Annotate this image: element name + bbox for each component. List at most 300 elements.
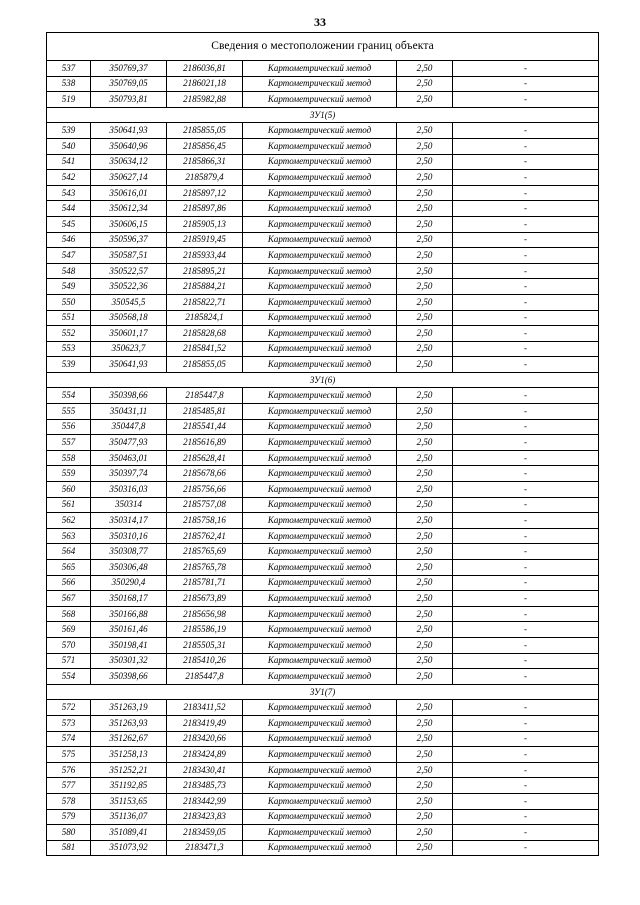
table-row: [47, 793, 599, 809]
description-cell: -: [453, 622, 599, 638]
point-number-cell: 550: [47, 294, 91, 310]
point-number-cell: 573: [47, 715, 91, 731]
y-coordinate-cell: 2185982,88: [167, 92, 243, 108]
y-coordinate-cell: 2185856,45: [167, 138, 243, 154]
point-number-cell: 567: [47, 591, 91, 607]
y-coordinate-cell: 2185897,86: [167, 201, 243, 217]
table-row: [47, 201, 599, 217]
description-cell: -: [453, 825, 599, 841]
table-row: [47, 294, 599, 310]
accuracy-cell: 2,50: [397, 450, 453, 466]
method-cell: Картометрический метод: [243, 201, 397, 217]
point-number-cell: 543: [47, 185, 91, 201]
method-cell: Картометрический метод: [243, 232, 397, 248]
x-coordinate-cell: 350397,74: [91, 466, 167, 482]
table-row: [47, 357, 599, 373]
description-cell: -: [453, 653, 599, 669]
x-coordinate-cell: 351136,07: [91, 809, 167, 825]
x-coordinate-cell: 350431,11: [91, 404, 167, 420]
y-coordinate-cell: 2185933,44: [167, 248, 243, 264]
point-number-cell: 576: [47, 762, 91, 778]
y-coordinate-cell: 2183411,52: [167, 700, 243, 716]
method-cell: Картометрический метод: [243, 669, 397, 685]
x-coordinate-cell: 351262,67: [91, 731, 167, 747]
point-number-cell: 519: [47, 92, 91, 108]
table-row: [47, 575, 599, 591]
table-row: [47, 528, 599, 544]
table-row: [47, 622, 599, 638]
point-number-cell: 555: [47, 404, 91, 420]
method-cell: Картометрический метод: [243, 715, 397, 731]
accuracy-cell: 2,50: [397, 154, 453, 170]
method-cell: Картометрический метод: [243, 123, 397, 139]
method-cell: Картометрический метод: [243, 809, 397, 825]
x-coordinate-cell: 350596,37: [91, 232, 167, 248]
section-header-row: [47, 107, 599, 123]
accuracy-cell: 2,50: [397, 622, 453, 638]
description-cell: -: [453, 591, 599, 607]
method-cell: Картометрический метод: [243, 185, 397, 201]
table-row: [47, 606, 599, 622]
method-cell: Картометрический метод: [243, 637, 397, 653]
method-cell: Картометрический метод: [243, 404, 397, 420]
table-row: [47, 497, 599, 513]
description-cell: -: [453, 248, 599, 264]
table-row: [47, 170, 599, 186]
description-cell: -: [453, 497, 599, 513]
table-row: [47, 419, 599, 435]
method-cell: Картометрический метод: [243, 606, 397, 622]
y-coordinate-cell: 2183471,3: [167, 840, 243, 856]
table-row: [47, 61, 599, 77]
method-cell: Картометрический метод: [243, 466, 397, 482]
accuracy-cell: 2,50: [397, 482, 453, 498]
point-number-cell: 548: [47, 263, 91, 279]
y-coordinate-cell: 2185673,89: [167, 591, 243, 607]
description-cell: -: [453, 637, 599, 653]
method-cell: Картометрический метод: [243, 450, 397, 466]
point-number-cell: 541: [47, 154, 91, 170]
y-coordinate-cell: 2185410,26: [167, 653, 243, 669]
method-cell: Картометрический метод: [243, 762, 397, 778]
table-row: [47, 762, 599, 778]
x-coordinate-cell: 350545,5: [91, 294, 167, 310]
method-cell: Картометрический метод: [243, 731, 397, 747]
point-number-cell: 557: [47, 435, 91, 451]
y-coordinate-cell: 2185758,16: [167, 513, 243, 529]
x-coordinate-cell: 350316,03: [91, 482, 167, 498]
table-row: [47, 310, 599, 326]
x-coordinate-cell: 350522,57: [91, 263, 167, 279]
accuracy-cell: 2,50: [397, 419, 453, 435]
accuracy-cell: 2,50: [397, 294, 453, 310]
x-coordinate-cell: 350463,01: [91, 450, 167, 466]
point-number-cell: 571: [47, 653, 91, 669]
method-cell: Картометрический метод: [243, 92, 397, 108]
x-coordinate-cell: 350310,16: [91, 528, 167, 544]
method-cell: Картометрический метод: [243, 700, 397, 716]
x-coordinate-cell: 350198,41: [91, 637, 167, 653]
description-cell: -: [453, 762, 599, 778]
point-number-cell: 568: [47, 606, 91, 622]
y-coordinate-cell: 2183423,83: [167, 809, 243, 825]
x-coordinate-cell: 350793,81: [91, 92, 167, 108]
method-cell: Картометрический метод: [243, 482, 397, 498]
point-number-cell: 549: [47, 279, 91, 295]
description-cell: -: [453, 575, 599, 591]
description-cell: -: [453, 435, 599, 451]
method-cell: Картометрический метод: [243, 61, 397, 77]
y-coordinate-cell: 2185919,45: [167, 232, 243, 248]
accuracy-cell: 2,50: [397, 435, 453, 451]
point-number-cell: 540: [47, 138, 91, 154]
table-row: [47, 123, 599, 139]
description-cell: -: [453, 700, 599, 716]
table-title-row: [47, 33, 599, 61]
x-coordinate-cell: 350308,77: [91, 544, 167, 560]
accuracy-cell: 2,50: [397, 560, 453, 576]
accuracy-cell: 2,50: [397, 92, 453, 108]
table-row: [47, 653, 599, 669]
x-coordinate-cell: 350601,17: [91, 326, 167, 342]
description-cell: -: [453, 793, 599, 809]
y-coordinate-cell: 2185757,08: [167, 497, 243, 513]
point-number-cell: 539: [47, 123, 91, 139]
x-coordinate-cell: 350606,15: [91, 216, 167, 232]
y-coordinate-cell: 2185855,05: [167, 357, 243, 373]
point-number-cell: 547: [47, 248, 91, 264]
y-coordinate-cell: 2185866,31: [167, 154, 243, 170]
page-number: 33: [314, 15, 326, 29]
y-coordinate-cell: 2185781,71: [167, 575, 243, 591]
method-cell: Картометрический метод: [243, 435, 397, 451]
y-coordinate-cell: 2185828,68: [167, 326, 243, 342]
x-coordinate-cell: 351263,93: [91, 715, 167, 731]
point-number-cell: 559: [47, 466, 91, 482]
method-cell: Картометрический метод: [243, 263, 397, 279]
accuracy-cell: 2,50: [397, 793, 453, 809]
point-number-cell: 572: [47, 700, 91, 716]
x-coordinate-cell: 351263,19: [91, 700, 167, 716]
accuracy-cell: 2,50: [397, 575, 453, 591]
accuracy-cell: 2,50: [397, 201, 453, 217]
table-row: [47, 138, 599, 154]
table-title: Сведения о местоположении границ объекта: [47, 33, 599, 61]
y-coordinate-cell: 2185678,66: [167, 466, 243, 482]
method-cell: Картометрический метод: [243, 840, 397, 856]
y-coordinate-cell: 2185485,81: [167, 404, 243, 420]
method-cell: Картометрический метод: [243, 528, 397, 544]
y-coordinate-cell: 2186021,18: [167, 76, 243, 92]
point-number-cell: 577: [47, 778, 91, 794]
accuracy-cell: 2,50: [397, 528, 453, 544]
description-cell: -: [453, 279, 599, 295]
table-row: [47, 216, 599, 232]
accuracy-cell: 2,50: [397, 310, 453, 326]
accuracy-cell: 2,50: [397, 263, 453, 279]
description-cell: -: [453, 560, 599, 576]
y-coordinate-cell: 2185841,52: [167, 341, 243, 357]
accuracy-cell: 2,50: [397, 216, 453, 232]
x-coordinate-cell: 350447,8: [91, 419, 167, 435]
section-label: ЗУ1(5): [47, 107, 599, 123]
y-coordinate-cell: 2183420,66: [167, 731, 243, 747]
y-coordinate-cell: 2185628,41: [167, 450, 243, 466]
table-row: [47, 637, 599, 653]
method-cell: Картометрический метод: [243, 622, 397, 638]
accuracy-cell: 2,50: [397, 778, 453, 794]
table-row: [47, 747, 599, 763]
description-cell: -: [453, 404, 599, 420]
description-cell: -: [453, 263, 599, 279]
y-coordinate-cell: 2185824,1: [167, 310, 243, 326]
table-row: [47, 76, 599, 92]
point-number-cell: 552: [47, 326, 91, 342]
x-coordinate-cell: 350634,12: [91, 154, 167, 170]
point-number-cell: 558: [47, 450, 91, 466]
point-number-cell: 566: [47, 575, 91, 591]
point-number-cell: 537: [47, 61, 91, 77]
accuracy-cell: 2,50: [397, 279, 453, 295]
section-label: ЗУ1(6): [47, 372, 599, 388]
y-coordinate-cell: 2185616,89: [167, 435, 243, 451]
description-cell: -: [453, 544, 599, 560]
method-cell: Картометрический метод: [243, 357, 397, 373]
method-cell: Картометрический метод: [243, 388, 397, 404]
x-coordinate-cell: 350641,93: [91, 357, 167, 373]
accuracy-cell: 2,50: [397, 466, 453, 482]
x-coordinate-cell: 350161,46: [91, 622, 167, 638]
y-coordinate-cell: 2185765,69: [167, 544, 243, 560]
y-coordinate-cell: 2185884,21: [167, 279, 243, 295]
x-coordinate-cell: 351192,85: [91, 778, 167, 794]
y-coordinate-cell: 2183424,89: [167, 747, 243, 763]
method-cell: Картометрический метод: [243, 575, 397, 591]
description-cell: -: [453, 731, 599, 747]
accuracy-cell: 2,50: [397, 76, 453, 92]
accuracy-cell: 2,50: [397, 61, 453, 77]
point-number-cell: 570: [47, 637, 91, 653]
point-number-cell: 553: [47, 341, 91, 357]
method-cell: Картометрический метод: [243, 825, 397, 841]
x-coordinate-cell: 351258,13: [91, 747, 167, 763]
accuracy-cell: 2,50: [397, 341, 453, 357]
accuracy-cell: 2,50: [397, 232, 453, 248]
x-coordinate-cell: 350623,7: [91, 341, 167, 357]
x-coordinate-cell: 350640,96: [91, 138, 167, 154]
point-number-cell: 565: [47, 560, 91, 576]
table-row: [47, 248, 599, 264]
accuracy-cell: 2,50: [397, 357, 453, 373]
method-cell: Картометрический метод: [243, 138, 397, 154]
y-coordinate-cell: 2185447,8: [167, 669, 243, 685]
accuracy-cell: 2,50: [397, 404, 453, 420]
accuracy-cell: 2,50: [397, 762, 453, 778]
x-coordinate-cell: 350290,4: [91, 575, 167, 591]
y-coordinate-cell: 2185762,41: [167, 528, 243, 544]
description-cell: -: [453, 450, 599, 466]
y-coordinate-cell: 2185879,4: [167, 170, 243, 186]
accuracy-cell: 2,50: [397, 637, 453, 653]
method-cell: Картометрический метод: [243, 216, 397, 232]
x-coordinate-cell: 350587,51: [91, 248, 167, 264]
description-cell: -: [453, 513, 599, 529]
table-row: [47, 482, 599, 498]
description-cell: -: [453, 326, 599, 342]
accuracy-cell: 2,50: [397, 840, 453, 856]
accuracy-cell: 2,50: [397, 809, 453, 825]
method-cell: Картометрический метод: [243, 76, 397, 92]
point-number-cell: 554: [47, 669, 91, 685]
description-cell: -: [453, 201, 599, 217]
accuracy-cell: 2,50: [397, 700, 453, 716]
section-header-row: [47, 372, 599, 388]
point-number-cell: 542: [47, 170, 91, 186]
table-row: [47, 731, 599, 747]
y-coordinate-cell: 2185756,66: [167, 482, 243, 498]
point-number-cell: 562: [47, 513, 91, 529]
y-coordinate-cell: 2185895,21: [167, 263, 243, 279]
description-cell: -: [453, 294, 599, 310]
x-coordinate-cell: 351153,65: [91, 793, 167, 809]
table-row: [47, 809, 599, 825]
accuracy-cell: 2,50: [397, 825, 453, 841]
accuracy-cell: 2,50: [397, 591, 453, 607]
table-row: [47, 435, 599, 451]
method-cell: Картометрический метод: [243, 653, 397, 669]
table-row: [47, 341, 599, 357]
point-number-cell: 564: [47, 544, 91, 560]
description-cell: -: [453, 419, 599, 435]
x-coordinate-cell: 350616,01: [91, 185, 167, 201]
description-cell: -: [453, 528, 599, 544]
method-cell: Картометрический метод: [243, 326, 397, 342]
point-number-cell: 575: [47, 747, 91, 763]
x-coordinate-cell: 350398,66: [91, 388, 167, 404]
method-cell: Картометрический метод: [243, 419, 397, 435]
description-cell: -: [453, 123, 599, 139]
accuracy-cell: 2,50: [397, 669, 453, 685]
point-number-cell: 560: [47, 482, 91, 498]
table-row: [47, 560, 599, 576]
description-cell: -: [453, 357, 599, 373]
table-row: [47, 544, 599, 560]
description-cell: -: [453, 388, 599, 404]
accuracy-cell: 2,50: [397, 185, 453, 201]
y-coordinate-cell: 2185822,71: [167, 294, 243, 310]
x-coordinate-cell: 350522,36: [91, 279, 167, 295]
description-cell: -: [453, 669, 599, 685]
x-coordinate-cell: 350568,18: [91, 310, 167, 326]
y-coordinate-cell: 2183442,99: [167, 793, 243, 809]
description-cell: -: [453, 216, 599, 232]
method-cell: Картометрический метод: [243, 497, 397, 513]
table-row: [47, 404, 599, 420]
accuracy-cell: 2,50: [397, 747, 453, 763]
method-cell: Картометрический метод: [243, 310, 397, 326]
method-cell: Картометрический метод: [243, 248, 397, 264]
point-number-cell: 581: [47, 840, 91, 856]
table-row: [47, 185, 599, 201]
y-coordinate-cell: 2185765,78: [167, 560, 243, 576]
y-coordinate-cell: 2185447,8: [167, 388, 243, 404]
x-coordinate-cell: 350769,37: [91, 61, 167, 77]
method-cell: Картометрический метод: [243, 279, 397, 295]
accuracy-cell: 2,50: [397, 170, 453, 186]
accuracy-cell: 2,50: [397, 715, 453, 731]
x-coordinate-cell: 350168,17: [91, 591, 167, 607]
point-number-cell: 545: [47, 216, 91, 232]
y-coordinate-cell: 2186036,81: [167, 61, 243, 77]
point-number-cell: 563: [47, 528, 91, 544]
point-number-cell: 554: [47, 388, 91, 404]
accuracy-cell: 2,50: [397, 731, 453, 747]
accuracy-cell: 2,50: [397, 123, 453, 139]
section-label: ЗУ1(7): [47, 684, 599, 700]
method-cell: Картометрический метод: [243, 154, 397, 170]
x-coordinate-cell: 351089,41: [91, 825, 167, 841]
point-number-cell: 556: [47, 419, 91, 435]
description-cell: -: [453, 606, 599, 622]
method-cell: Картометрический метод: [243, 170, 397, 186]
x-coordinate-cell: 350627,14: [91, 170, 167, 186]
table-row: [47, 840, 599, 856]
boundary-coordinates-table: [46, 32, 599, 856]
table-row: [47, 700, 599, 716]
point-number-cell: 569: [47, 622, 91, 638]
x-coordinate-cell: 351252,21: [91, 762, 167, 778]
point-number-cell: 538: [47, 76, 91, 92]
point-number-cell: 578: [47, 793, 91, 809]
y-coordinate-cell: 2185897,12: [167, 185, 243, 201]
table-row: [47, 279, 599, 295]
description-cell: -: [453, 61, 599, 77]
accuracy-cell: 2,50: [397, 248, 453, 264]
table-row: [47, 388, 599, 404]
accuracy-cell: 2,50: [397, 497, 453, 513]
description-cell: -: [453, 92, 599, 108]
x-coordinate-cell: 350314,17: [91, 513, 167, 529]
x-coordinate-cell: 350612,34: [91, 201, 167, 217]
description-cell: -: [453, 341, 599, 357]
x-coordinate-cell: 351073,92: [91, 840, 167, 856]
description-cell: -: [453, 715, 599, 731]
x-coordinate-cell: 350301,32: [91, 653, 167, 669]
y-coordinate-cell: 2185855,05: [167, 123, 243, 139]
description-cell: -: [453, 809, 599, 825]
method-cell: Картометрический метод: [243, 294, 397, 310]
y-coordinate-cell: 2185656,98: [167, 606, 243, 622]
accuracy-cell: 2,50: [397, 513, 453, 529]
table-row: [47, 92, 599, 108]
point-number-cell: 561: [47, 497, 91, 513]
table-row: [47, 466, 599, 482]
x-coordinate-cell: 350314: [91, 497, 167, 513]
description-cell: -: [453, 482, 599, 498]
section-header-row: [47, 684, 599, 700]
method-cell: Картометрический метод: [243, 793, 397, 809]
table-row: [47, 232, 599, 248]
method-cell: Картометрический метод: [243, 747, 397, 763]
table-row: [47, 591, 599, 607]
x-coordinate-cell: 350641,93: [91, 123, 167, 139]
description-cell: -: [453, 840, 599, 856]
y-coordinate-cell: 2183419,49: [167, 715, 243, 731]
accuracy-cell: 2,50: [397, 138, 453, 154]
point-number-cell: 551: [47, 310, 91, 326]
description-cell: -: [453, 185, 599, 201]
description-cell: -: [453, 170, 599, 186]
